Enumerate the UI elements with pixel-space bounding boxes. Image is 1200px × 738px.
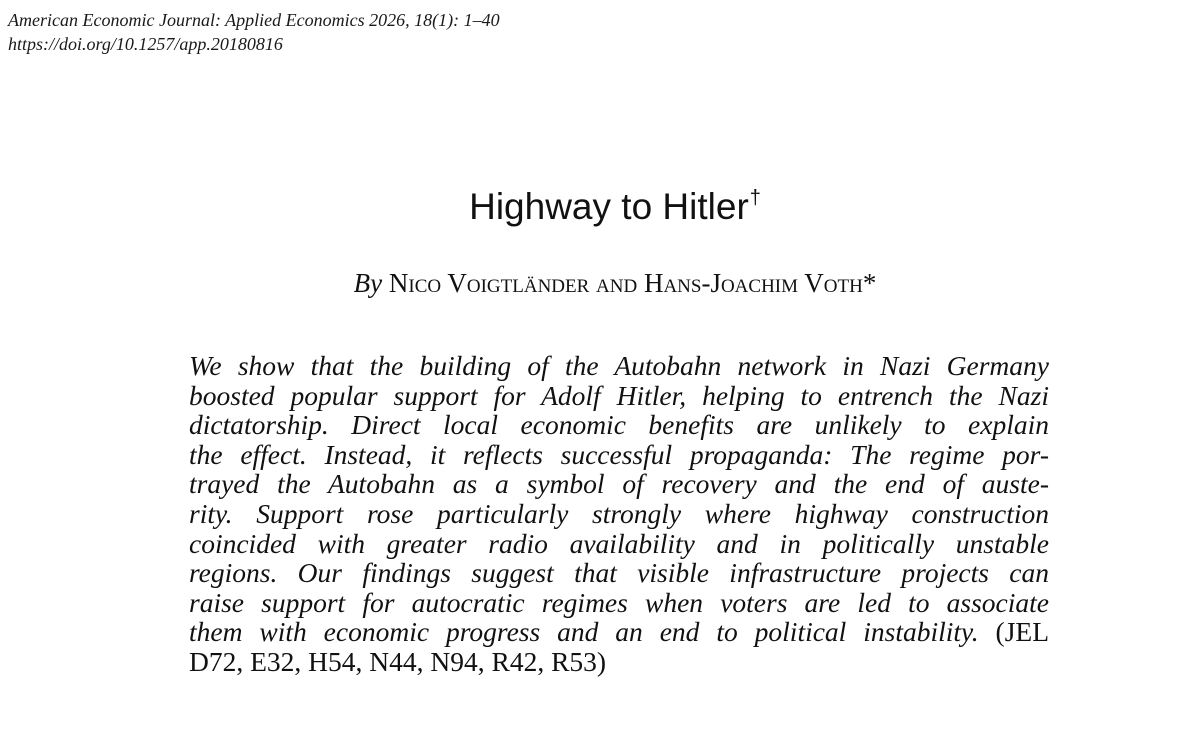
abstract-line: dictatorship. Direct local economic benefits are unlikely to explain (189, 409, 1049, 441)
jel-codes: D72, E32, H54, N44, N94, R42, R53) (189, 645, 607, 677)
abstract-line-jel (189, 617, 1049, 647)
paper-title (0, 174, 1200, 231)
abstract-line: regions. Our findings suggest that visible infrastructure projects can (189, 557, 1049, 589)
title-footnote-mark[interactable]: † (749, 187, 761, 209)
doi-link[interactable]: https://doi.org/10.1257/app.20180816 (8, 34, 283, 54)
author-names: Nico Voigtländer and Hans-Joachim Voth* (388, 268, 877, 298)
abstract (189, 351, 1049, 677)
abstract-line: rity. Support rose particularly strongly where highway construction (189, 497, 1049, 529)
abstract-line: We show that the building of the Autobahn network in Nazi Germany (189, 350, 1049, 381)
abstract-line: coincided with greater radio availability and in politically unstable (189, 527, 1049, 559)
abstract-line: raise support for autocratic regimes when voters are led to associate (189, 586, 1049, 618)
byline-by: By (353, 268, 383, 298)
paper-title-text: Highway to Hitler (469, 186, 749, 227)
abstract-line: the effect. Instead, it reflects successful propaganda: The regime por- (189, 438, 1049, 470)
abstract-line: trayed the Autobahn as a symbol of recovery and the end of auste- (189, 468, 1049, 500)
abstract-line-text: them with economic progress and an end to political instability. (189, 616, 979, 648)
jel-open: (JEL (995, 616, 1050, 648)
journal-header (8, 8, 500, 56)
author-byline (0, 265, 1200, 301)
abstract-line: boosted popular support for Adolf Hitler, helping to entrench the Nazi (189, 379, 1049, 411)
journal-citation: American Economic Journal: Applied Economics 2026, 18(1): 1–40 (8, 10, 500, 30)
